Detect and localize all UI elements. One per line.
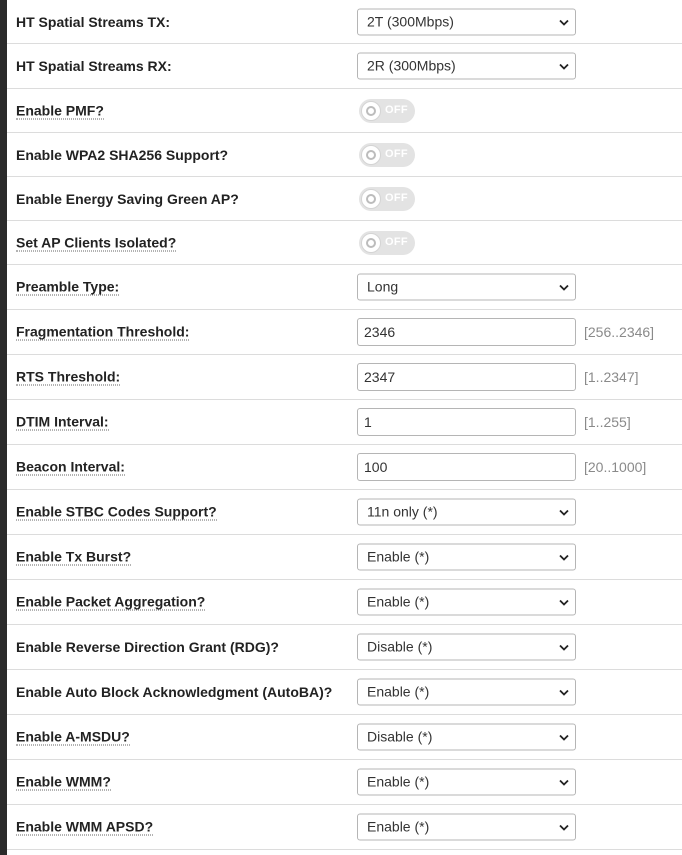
select-value: Enable (*) (367, 818, 430, 835)
setting-label: Set AP Clients Isolated? (16, 234, 177, 250)
chevron-down-icon (559, 508, 569, 518)
enable-wpa2-sha256-toggle[interactable] (359, 143, 415, 167)
setting-row-enable-pmf (7, 89, 682, 133)
select-value: Disable (*) (367, 728, 433, 745)
setting-row-tx-burst (7, 535, 682, 580)
setting-label: Enable WPA2 SHA256 Support? (16, 146, 229, 163)
toggle-state: OFF (385, 147, 408, 160)
chevron-down-icon (559, 62, 569, 72)
select-value: Long (367, 278, 399, 295)
setting-row-dtim-interval (7, 400, 682, 445)
chevron-down-icon (559, 688, 569, 698)
setting-row-wmm-apsd (7, 805, 682, 850)
select-value: Enable (*) (367, 773, 430, 790)
setting-label: Enable A-MSDU? (16, 728, 130, 745)
select-value: Enable (*) (367, 683, 430, 700)
dtim-interval-input[interactable]: 1 (357, 408, 576, 436)
setting-row-wmm (7, 760, 682, 805)
setting-row-packet-aggregation (7, 580, 682, 625)
setting-row-rdg (7, 625, 682, 670)
setting-label: Enable PMF? (16, 102, 104, 118)
toggle-knob-icon (361, 101, 381, 121)
setting-row-a-msdu (7, 715, 682, 760)
setting-label: HT Spatial Streams RX: (16, 58, 172, 74)
setting-row-fragmentation-threshold (7, 310, 682, 355)
select-value: Enable (*) (367, 548, 430, 565)
setting-row-ht-spatial-streams-rx (7, 44, 682, 89)
setting-row-energy-saving-green-ap (7, 177, 682, 221)
setting-row-autoba (7, 670, 682, 715)
stbc-codes-select[interactable] (357, 499, 576, 526)
autoba-select[interactable] (357, 679, 576, 706)
setting-row-enable-wpa2-sha256 (7, 133, 682, 177)
toggle-state: OFF (385, 103, 408, 116)
preamble-type-select[interactable] (357, 274, 576, 301)
tx-burst-select[interactable] (357, 544, 576, 571)
range-hint: [1..2347] (584, 369, 639, 385)
ht-spatial-streams-rx-select[interactable] (357, 53, 576, 80)
select-value: Disable (*) (367, 638, 433, 655)
setting-label: Enable STBC Codes Support? (16, 503, 217, 520)
packet-aggregation-select[interactable] (357, 589, 576, 616)
range-hint: [20..1000] (584, 459, 647, 475)
setting-label: Enable WMM? (16, 773, 111, 790)
select-value: Enable (*) (367, 593, 430, 610)
setting-label: Preamble Type: (16, 278, 120, 295)
setting-label: Fragmentation Threshold: (16, 323, 190, 340)
toggle-knob-icon (361, 189, 381, 209)
rdg-select[interactable] (357, 634, 576, 661)
chevron-down-icon (559, 823, 569, 833)
wmm-apsd-select[interactable] (357, 814, 576, 841)
setting-label: HT Spatial Streams TX: (16, 13, 171, 30)
enable-pmf-toggle[interactable] (359, 99, 415, 123)
chevron-down-icon (559, 553, 569, 563)
setting-label: Enable WMM APSD? (16, 818, 154, 835)
select-value: 2R (300Mbps) (367, 57, 456, 74)
toggle-knob-icon (361, 145, 381, 165)
fragmentation-threshold-input[interactable]: 2346 (357, 318, 576, 346)
setting-row-ap-clients-isolated (7, 221, 682, 265)
range-hint: [1..255] (584, 414, 631, 430)
setting-label: Enable Auto Block Acknowledgment (AutoBA)? (16, 684, 333, 700)
ap-clients-isolated-toggle[interactable] (359, 231, 415, 255)
setting-label: Enable Reverse Direction Grant (RDG)? (16, 639, 279, 655)
rts-threshold-input[interactable]: 2347 (357, 363, 576, 391)
energy-saving-green-ap-toggle[interactable] (359, 187, 415, 211)
setting-row-stbc-codes (7, 490, 682, 535)
setting-row-ht-spatial-streams-tx (7, 0, 682, 44)
chevron-down-icon (559, 643, 569, 653)
setting-row-beacon-interval (7, 445, 682, 490)
setting-row-preamble-type (7, 265, 682, 310)
toggle-knob-icon (361, 233, 381, 253)
select-value: 11n only (*) (367, 503, 438, 520)
setting-label: Enable Tx Burst? (16, 548, 132, 565)
wmm-select[interactable] (357, 769, 576, 796)
chevron-down-icon (559, 598, 569, 608)
setting-row-rts-threshold (7, 355, 682, 400)
select-value: 2T (300Mbps) (367, 13, 454, 29)
setting-label: DTIM Interval: (16, 413, 109, 430)
setting-label: Enable Packet Aggregation? (16, 593, 206, 610)
settings-list (7, 0, 682, 850)
sidebar-edge (0, 0, 7, 855)
beacon-interval-input[interactable]: 100 (357, 453, 576, 481)
chevron-down-icon (559, 17, 569, 27)
a-msdu-select[interactable] (357, 724, 576, 751)
range-hint: [256..2346] (584, 324, 655, 340)
setting-label: Beacon Interval: (16, 458, 125, 475)
setting-label: Enable Energy Saving Green AP? (16, 190, 239, 207)
chevron-down-icon (559, 733, 569, 743)
toggle-state: OFF (385, 191, 408, 204)
toggle-state: OFF (385, 235, 408, 248)
chevron-down-icon (559, 283, 569, 293)
chevron-down-icon (559, 778, 569, 788)
setting-label: RTS Threshold: (16, 368, 121, 385)
ht-spatial-streams-tx-select[interactable] (357, 8, 576, 35)
